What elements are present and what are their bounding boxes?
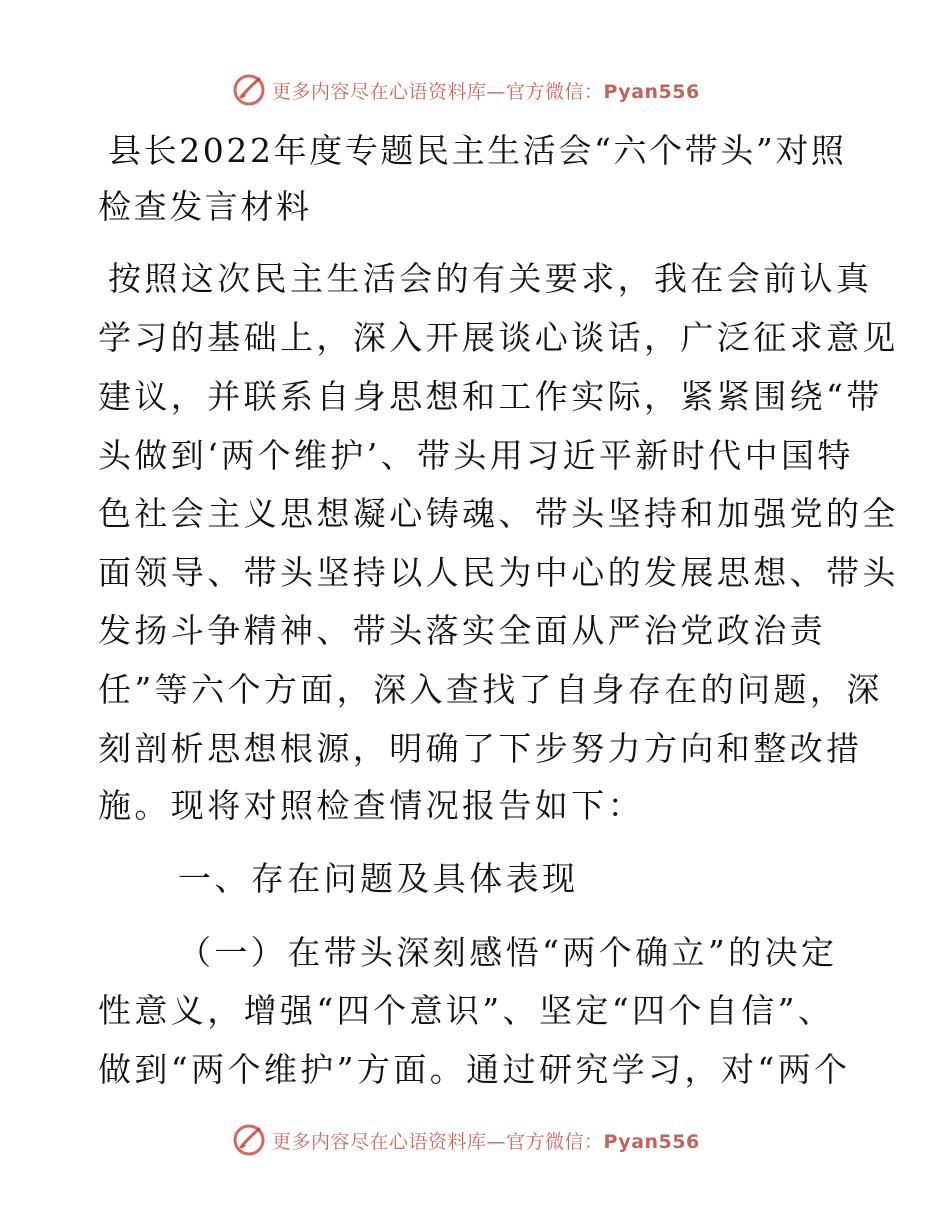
intro-line-5: 色社会主义思想凝心铸魂、带头坚持和加强党的全: [98, 494, 899, 533]
brush-logo-icon: [232, 1123, 266, 1157]
subsection-line-3: 做到“两个维护”方面。通过研究学习，对“两个: [98, 1050, 851, 1089]
intro-line-3: 建议，并联系自身思想和工作实际，紧紧围绕“带: [98, 377, 883, 416]
watermark-official: 官方微信：: [506, 1130, 604, 1153]
watermark-official: 官方微信：: [506, 80, 604, 103]
section-heading: 一、存在问题及具体表现: [178, 859, 579, 898]
intro-line-10: 施。现将对照检查情况报告如下：: [98, 786, 644, 825]
watermark-main: 更多内容尽在心语资料库: [272, 80, 487, 103]
brush-logo-icon: [232, 73, 266, 107]
subsection-line-1: （一）在带头深刻感悟“两个确立”的决定: [178, 933, 838, 972]
watermark-text: [272, 77, 700, 104]
intro-line-1: 按照这次民主生活会的有关要求，我在会前认真: [108, 259, 873, 298]
footer-watermark: [232, 1122, 700, 1158]
watermark-dash: —: [486, 1130, 507, 1153]
watermark-dash: —: [486, 80, 507, 103]
intro-line-7: 发扬斗争精神、带头落实全面从严治党政治责: [98, 611, 826, 650]
doc-title-line-2: 检查发言材料: [98, 187, 312, 226]
watermark-id: Pyan556: [603, 80, 700, 103]
intro-line-8: 任”等六个方面，深入查找了自身存在的问题，深: [98, 670, 883, 709]
subsection-line-2: 性意义，增强“四个意识”、坚定“四个自信”、: [98, 991, 835, 1030]
doc-title-line-1: 县长2022年度专题民主生活会“六个带头”对照: [108, 131, 847, 170]
intro-line-6: 面领导、带头坚持以人民为中心的发展思想、带头: [98, 553, 899, 592]
intro-line-9: 刻剖析思想根源，明确了下步努力方向和整改措: [98, 729, 863, 768]
header-watermark: [232, 72, 700, 108]
watermark-main: 更多内容尽在心语资料库: [272, 1130, 487, 1153]
watermark-text: [272, 1127, 700, 1154]
intro-line-2: 学习的基础上，深入开展谈心谈话，广泛征求意见: [98, 318, 899, 357]
watermark-id: Pyan556: [603, 1130, 700, 1153]
intro-line-4: 头做到‘两个维护’、带头用习近平新时代中国特: [98, 436, 854, 475]
